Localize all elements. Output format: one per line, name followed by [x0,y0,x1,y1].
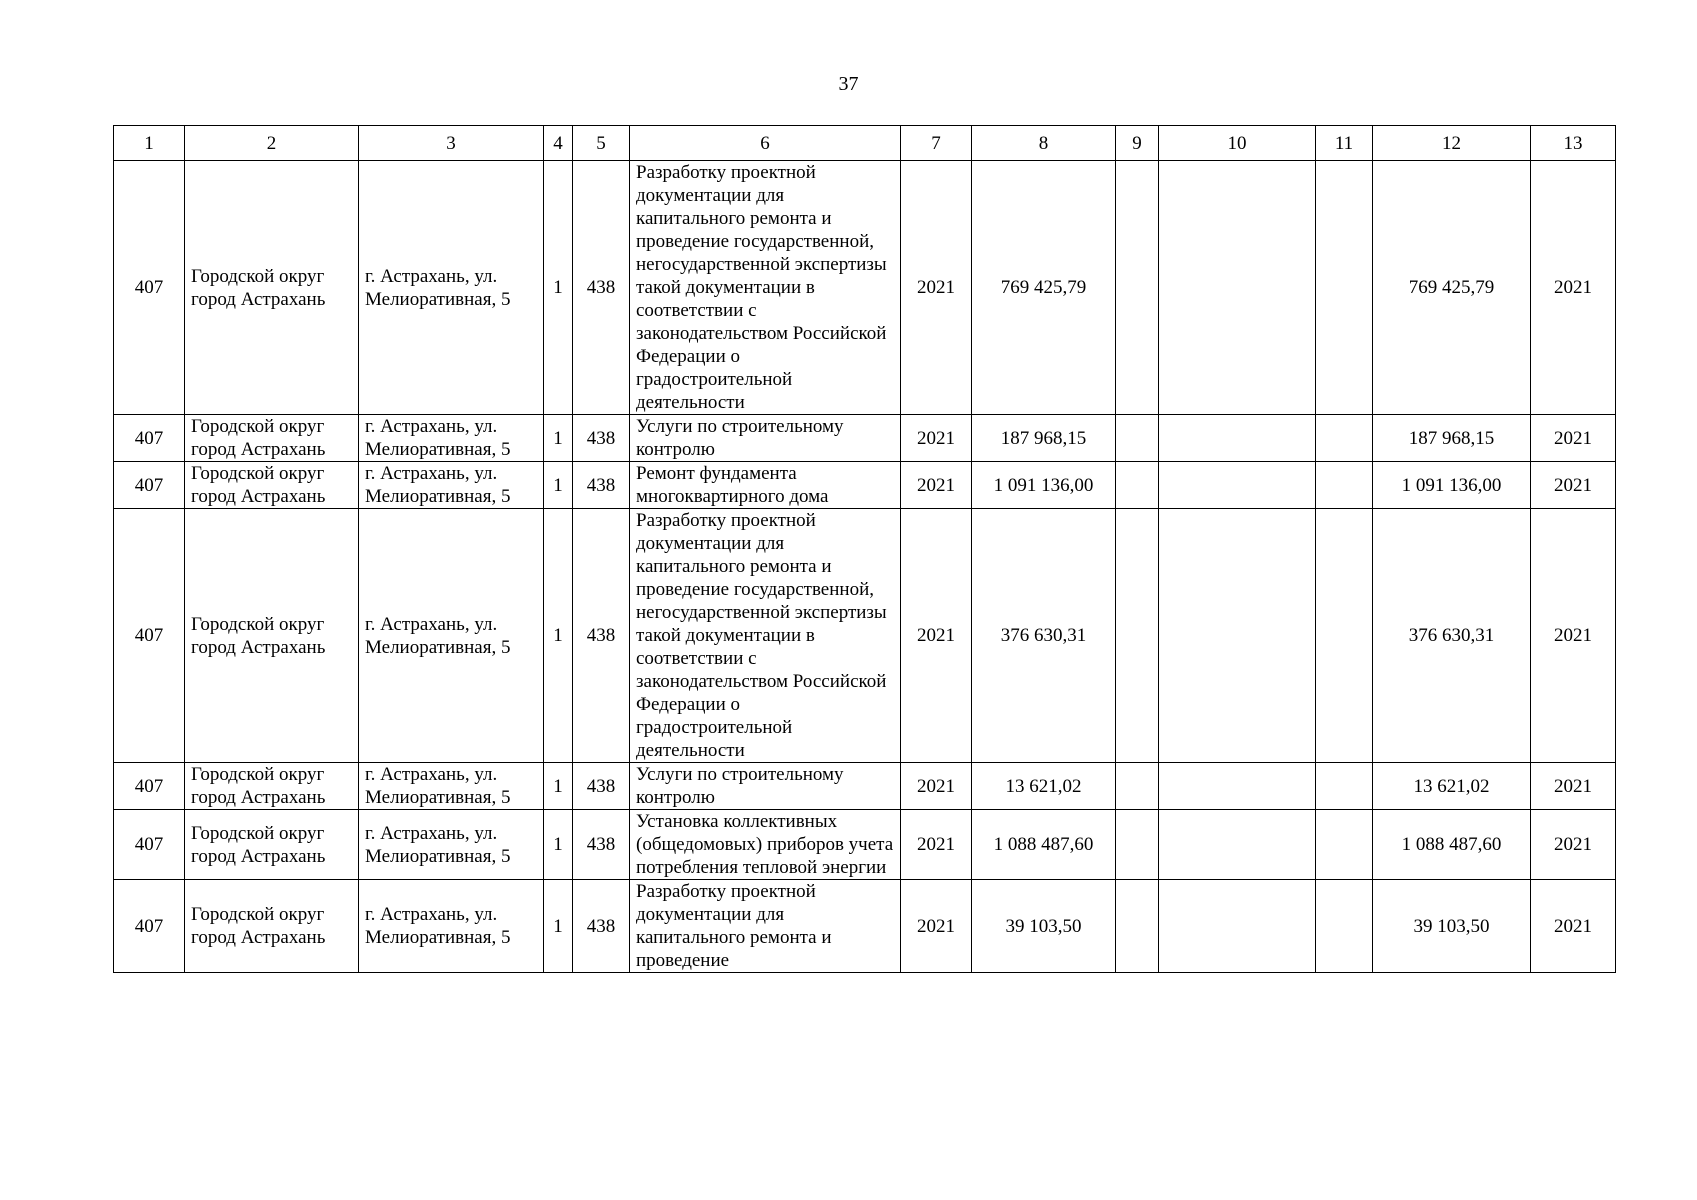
col4-cell: 1 [544,462,573,509]
column-header-5: 5 [573,126,630,161]
col4-cell: 1 [544,509,573,763]
table-row [114,462,1616,509]
table-row [114,810,1616,880]
table-row [114,763,1616,810]
completion-year-cell: 2021 [1531,763,1616,810]
address-cell: г. Астрахань, ул. Мелиоративная, 5 [359,880,544,973]
municipality-cell: Городской округ город Астрахань [185,880,359,973]
col11-cell [1316,810,1373,880]
col9-cell [1116,462,1159,509]
col5-cell: 438 [573,810,630,880]
col10-cell [1159,415,1316,462]
col9-cell [1116,763,1159,810]
cost-cell: 1 091 136,00 [972,462,1116,509]
col5-cell: 438 [573,462,630,509]
col4-cell: 1 [544,763,573,810]
col12-amount-cell: 769 425,79 [1373,161,1531,415]
col9-cell [1116,415,1159,462]
municipality-cell: Городской округ город Астрахань [185,509,359,763]
year-cell: 2021 [901,880,972,973]
cost-cell: 13 621,02 [972,763,1116,810]
column-header-2: 2 [185,126,359,161]
document-table [113,125,1616,973]
table-row [114,415,1616,462]
address-cell: г. Астрахань, ул. Мелиоративная, 5 [359,509,544,763]
col4-cell: 1 [544,880,573,973]
col11-cell [1316,880,1373,973]
col9-cell [1116,161,1159,415]
completion-year-cell: 2021 [1531,810,1616,880]
column-header-13: 13 [1531,126,1616,161]
column-header-9: 9 [1116,126,1159,161]
column-header-10: 10 [1159,126,1316,161]
col4-cell: 1 [544,161,573,415]
municipality-cell: Городской округ город Астрахань [185,415,359,462]
row-number-cell: 407 [114,462,185,509]
row-number-cell: 407 [114,880,185,973]
col11-cell [1316,462,1373,509]
column-header-8: 8 [972,126,1116,161]
col4-cell: 1 [544,810,573,880]
col12-amount-cell: 1 088 487,60 [1373,810,1531,880]
row-number-cell: 407 [114,161,185,415]
col10-cell [1159,763,1316,810]
col12-amount-cell: 1 091 136,00 [1373,462,1531,509]
address-cell: г. Астрахань, ул. Мелиоративная, 5 [359,763,544,810]
col10-cell [1159,509,1316,763]
col12-amount-cell: 13 621,02 [1373,763,1531,810]
table-row [114,509,1616,763]
col11-cell [1316,415,1373,462]
work-description-cell: Разработку проектной документации для капитального ремонта и проведение государственной, негосударственной экспертизы такой документации в соответствии с законодательством Российской Федерации о градостроительной деятельности [630,509,901,763]
cost-cell: 1 088 487,60 [972,810,1116,880]
col12-amount-cell: 376 630,31 [1373,509,1531,763]
cost-cell: 39 103,50 [972,880,1116,973]
col10-cell [1159,161,1316,415]
municipality-cell: Городской округ город Астрахань [185,810,359,880]
table-row [114,161,1616,415]
completion-year-cell: 2021 [1531,509,1616,763]
year-cell: 2021 [901,763,972,810]
table-header [114,126,1616,161]
column-header-3: 3 [359,126,544,161]
col5-cell: 438 [573,161,630,415]
col5-cell: 438 [573,415,630,462]
address-cell: г. Астрахань, ул. Мелиоративная, 5 [359,415,544,462]
col9-cell [1116,880,1159,973]
year-cell: 2021 [901,161,972,415]
col11-cell [1316,161,1373,415]
completion-year-cell: 2021 [1531,462,1616,509]
municipality-cell: Городской округ город Астрахань [185,161,359,415]
cost-cell: 187 968,15 [972,415,1116,462]
municipality-cell: Городской округ город Астрахань [185,763,359,810]
table-header-row [114,126,1616,161]
table-row [114,880,1616,973]
year-cell: 2021 [901,462,972,509]
address-cell: г. Астрахань, ул. Мелиоративная, 5 [359,462,544,509]
col12-amount-cell: 39 103,50 [1373,880,1531,973]
column-header-1: 1 [114,126,185,161]
work-description-cell: Установка коллективных (общедомовых) приборов учета потребления тепловой энергии [630,810,901,880]
col4-cell: 1 [544,415,573,462]
row-number-cell: 407 [114,509,185,763]
column-header-4: 4 [544,126,573,161]
col12-amount-cell: 187 968,15 [1373,415,1531,462]
row-number-cell: 407 [114,415,185,462]
col5-cell: 438 [573,880,630,973]
work-description-cell: Ремонт фундамента многоквартирного дома [630,462,901,509]
page-number: 37 [838,73,859,95]
column-header-12: 12 [1373,126,1531,161]
work-description-cell: Разработку проектной документации для капитального ремонта и проведение государственной, негосударственной экспертизы такой документации в соответствии с законодательством Российской Федерации о градостроительной деятельности [630,161,901,415]
cost-cell: 376 630,31 [972,509,1116,763]
year-cell: 2021 [901,415,972,462]
col9-cell [1116,810,1159,880]
year-cell: 2021 [901,810,972,880]
completion-year-cell: 2021 [1531,415,1616,462]
col5-cell: 438 [573,509,630,763]
year-cell: 2021 [901,509,972,763]
col5-cell: 438 [573,763,630,810]
work-description-cell: Услуги по строительному контролю [630,763,901,810]
work-description-cell: Разработку проектной документации для капитального ремонта и проведение [630,880,901,973]
completion-year-cell: 2021 [1531,880,1616,973]
address-cell: г. Астрахань, ул. Мелиоративная, 5 [359,161,544,415]
col9-cell [1116,509,1159,763]
municipality-cell: Городской округ город Астрахань [185,462,359,509]
col10-cell [1159,462,1316,509]
address-cell: г. Астрахань, ул. Мелиоративная, 5 [359,810,544,880]
col11-cell [1316,509,1373,763]
column-header-11: 11 [1316,126,1373,161]
table-body [114,161,1616,973]
row-number-cell: 407 [114,763,185,810]
column-header-7: 7 [901,126,972,161]
column-header-6: 6 [630,126,901,161]
col10-cell [1159,810,1316,880]
row-number-cell: 407 [114,810,185,880]
col11-cell [1316,763,1373,810]
completion-year-cell: 2021 [1531,161,1616,415]
cost-cell: 769 425,79 [972,161,1116,415]
work-description-cell: Услуги по строительному контролю [630,415,901,462]
col10-cell [1159,880,1316,973]
